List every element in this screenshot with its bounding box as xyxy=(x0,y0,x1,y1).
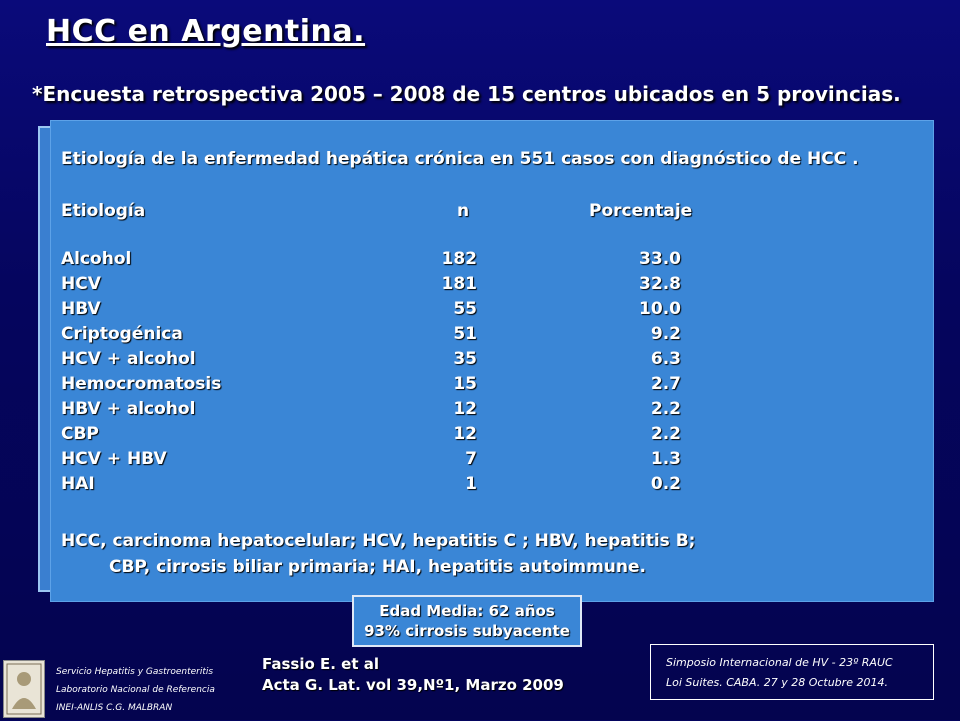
row-count: 35 xyxy=(453,349,477,369)
symposium-box xyxy=(650,644,934,700)
row-count: 51 xyxy=(453,324,477,344)
column-header-etiologia: Etiología xyxy=(61,201,146,221)
row-etiology-name: HCV + alcohol xyxy=(61,349,196,369)
row-etiology-name: CBP xyxy=(61,424,99,444)
row-etiology-name: Alcohol xyxy=(61,249,132,269)
institution-lab: Laboratorio Nacional de Referencia xyxy=(56,685,215,695)
row-percentage: 32.8 xyxy=(639,274,681,294)
summary-edad-media: Edad Media: 62 años xyxy=(379,602,555,620)
row-count: 181 xyxy=(441,274,477,294)
row-etiology-name: HBV xyxy=(61,299,101,319)
row-count: 15 xyxy=(453,374,477,394)
row-count: 1 xyxy=(465,474,477,494)
row-percentage: 33.0 xyxy=(639,249,681,269)
row-etiology-name: Hemocromatosis xyxy=(61,374,222,394)
table-row xyxy=(51,449,933,474)
table-row xyxy=(51,299,933,324)
institution-name: INEI-ANLIS C.G. MALBRAN xyxy=(56,703,173,713)
slide-title: HCC en Argentina. xyxy=(46,14,366,49)
row-percentage: 2.2 xyxy=(650,424,681,444)
column-header-porcentaje: Porcentaje xyxy=(589,201,693,221)
citation-journal: Acta G. Lat. vol 39,Nº1, Marzo 2009 xyxy=(262,676,564,694)
row-percentage: 0.2 xyxy=(650,474,681,494)
row-etiology-name: HBV + alcohol xyxy=(61,399,196,419)
symposium-venue: Loi Suites. CABA. 27 y 28 Octubre 2014. xyxy=(666,676,888,689)
row-count: 12 xyxy=(453,424,477,444)
slide-subtitle: *Encuesta retrospectiva 2005 – 2008 de 15 centros ubicados en 5 provincias. xyxy=(32,82,901,106)
table-heading: Etiología de la enfermedad hepática crónica en 551 casos con diagnóstico de HCC . xyxy=(61,149,859,169)
row-percentage: 2.2 xyxy=(650,399,681,419)
etiology-table-panel xyxy=(50,120,934,602)
row-percentage: 10.0 xyxy=(639,299,681,319)
table-row xyxy=(51,324,933,349)
row-etiology-name: HCV xyxy=(61,274,101,294)
citation-authors: Fassio E. et al xyxy=(262,655,380,673)
table-row xyxy=(51,274,933,299)
table-footnote-line2: CBP, cirrosis biliar primaria; HAI, hepatitis autoimmune. xyxy=(109,557,647,577)
row-count: 12 xyxy=(453,399,477,419)
row-etiology-name: HCV + HBV xyxy=(61,449,167,469)
row-percentage: 9.2 xyxy=(650,324,681,344)
row-etiology-name: Criptogénica xyxy=(61,324,183,344)
institution-logo-icon xyxy=(3,660,45,718)
table-row xyxy=(51,399,933,424)
table-row xyxy=(51,349,933,374)
table-row xyxy=(51,424,933,449)
row-count: 55 xyxy=(453,299,477,319)
row-percentage: 1.3 xyxy=(650,449,681,469)
row-percentage: 2.7 xyxy=(650,374,681,394)
institution-info xyxy=(56,663,215,717)
table-footnote-line1: HCC, carcinoma hepatocelular; HCV, hepatitis C ; HBV, hepatitis B; xyxy=(61,531,696,551)
table-row xyxy=(51,374,933,399)
column-header-n: n xyxy=(457,201,470,221)
table-row xyxy=(51,474,933,499)
summary-cirrosis: 93% cirrosis subyacente xyxy=(364,622,570,640)
row-count: 182 xyxy=(441,249,477,269)
summary-box xyxy=(352,595,582,647)
row-count: 7 xyxy=(465,449,477,469)
table-row xyxy=(51,249,933,274)
row-etiology-name: HAI xyxy=(61,474,95,494)
symposium-name: Simposio Internacional de HV - 23º RAUC xyxy=(666,656,893,669)
row-percentage: 6.3 xyxy=(650,349,681,369)
citation xyxy=(262,654,564,696)
institution-service: Servicio Hepatitis y Gastroenteritis xyxy=(56,667,214,677)
